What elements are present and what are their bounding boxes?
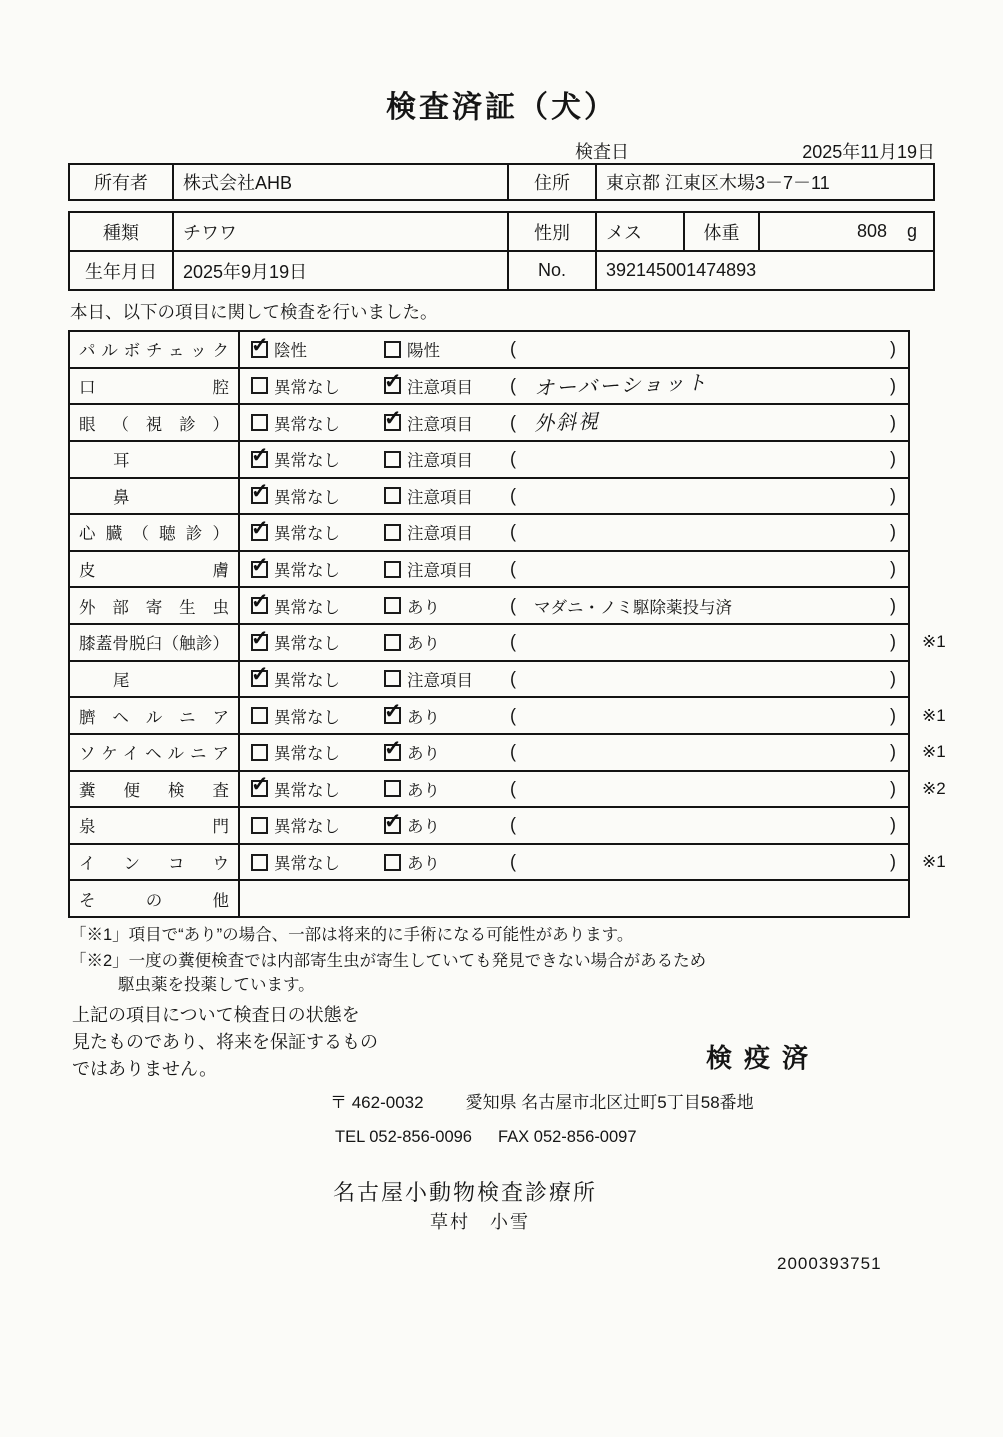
option-label: 注意項目	[407, 452, 473, 471]
option-label: 異常なし	[274, 708, 340, 727]
disclaimer-line-3: ではありません。	[72, 1059, 218, 1079]
veterinarian-name: 草村 小雪	[430, 1212, 530, 1232]
quarantine-stamp: 検疫済	[706, 1043, 821, 1073]
item-label-text: インコウ	[79, 855, 229, 874]
close-paren: )	[890, 448, 896, 469]
checkbox-checked-icon	[251, 524, 268, 541]
item-label	[70, 772, 240, 807]
checklist-row	[70, 881, 908, 916]
option-1	[251, 374, 340, 398]
open-paren: (	[510, 741, 516, 762]
checkbox-unchecked-icon	[384, 854, 401, 871]
pet-table	[68, 211, 935, 291]
checkbox-unchecked-icon	[384, 451, 401, 468]
option-label: 異常なし	[274, 452, 340, 471]
option-label: 異常なし	[274, 781, 340, 800]
open-paren: (	[510, 595, 516, 616]
option-label: あり	[407, 708, 440, 727]
item-label-text: パルボチェック	[79, 342, 229, 361]
option-label: あり	[407, 635, 440, 654]
clinic-postal-code: 〒 462-0032	[330, 1093, 424, 1112]
item-label	[70, 808, 240, 843]
option-label: あり	[407, 745, 440, 764]
item-label	[70, 735, 240, 770]
item-label	[70, 479, 240, 514]
option-label: 注意項目	[407, 415, 473, 434]
item-label-text: 臍ヘルニア	[79, 708, 229, 727]
item-label	[70, 588, 240, 623]
checklist-row	[70, 552, 908, 589]
checkbox-unchecked-icon	[384, 561, 401, 578]
weight-unit: g	[906, 221, 917, 241]
reference-mark: ※2	[922, 778, 946, 798]
close-paren: )	[890, 412, 896, 433]
owner-label: 所有者	[94, 173, 148, 193]
checklist-row	[70, 369, 908, 406]
checkbox-checked-icon	[251, 780, 268, 797]
checklist-row	[70, 479, 908, 516]
option-2	[384, 813, 440, 837]
option-label: 異常なし	[274, 818, 340, 837]
open-paren: (	[510, 375, 516, 396]
open-paren: (	[510, 814, 516, 835]
open-paren: (	[510, 851, 516, 872]
option-1	[251, 777, 340, 801]
option-label: 異常なし	[274, 415, 340, 434]
no-label: No.	[507, 252, 595, 289]
option-label: 異常なし	[274, 671, 340, 690]
clinic-tel: TEL 052-856-0096	[335, 1128, 472, 1146]
checklist-row	[70, 405, 908, 442]
species-value: チワワ	[172, 213, 507, 250]
close-paren: )	[890, 375, 896, 396]
clinic-fax: FAX 052-856-0097	[498, 1128, 637, 1146]
checkbox-unchecked-icon	[384, 524, 401, 541]
checkbox-unchecked-icon	[384, 597, 401, 614]
option-1	[251, 484, 340, 508]
item-label	[70, 405, 240, 440]
close-paren: )	[890, 595, 896, 616]
option-label: 注意項目	[407, 488, 473, 507]
item-label	[70, 369, 240, 404]
checkbox-checked-icon	[251, 634, 268, 651]
close-paren: )	[890, 814, 896, 835]
option-label: 異常なし	[274, 562, 340, 581]
checkbox-checked-icon	[384, 414, 401, 431]
option-label: 注意項目	[407, 671, 473, 690]
option-label: 陰性	[274, 342, 307, 361]
item-label	[70, 332, 240, 367]
option-label: あり	[407, 598, 440, 617]
item-label-text: 糞便検査	[79, 781, 229, 800]
checkbox-unchecked-icon	[251, 414, 268, 431]
clinic-contact-row	[335, 1128, 637, 1147]
option-1	[251, 740, 340, 764]
checkbox-checked-icon	[384, 817, 401, 834]
checkbox-checked-icon	[384, 707, 401, 724]
document-title: 検査済証（犬）	[386, 91, 617, 124]
checkbox-checked-icon	[251, 451, 268, 468]
option-1	[251, 667, 340, 691]
item-label	[70, 845, 240, 880]
option-2	[384, 630, 440, 654]
checklist-row	[70, 698, 946, 735]
birth-value: 2025年9月19日	[172, 252, 507, 289]
checklist-row	[70, 845, 946, 882]
disclaimer-line-1: 上記の項目について検査日の状態を	[72, 1005, 360, 1025]
option-2	[384, 740, 440, 764]
checkbox-unchecked-icon	[251, 854, 268, 871]
checkbox-unchecked-icon	[251, 707, 268, 724]
open-paren: (	[510, 778, 516, 799]
option-1	[251, 850, 340, 874]
item-label	[70, 515, 240, 550]
option-label: あり	[407, 855, 440, 874]
checkbox-checked-icon	[384, 744, 401, 761]
reference-mark: ※1	[922, 632, 946, 652]
handwritten-remark: 外斜視	[533, 410, 601, 435]
inspection-date-value: 2025年11月19日	[802, 142, 935, 162]
checkbox-unchecked-icon	[384, 670, 401, 687]
option-label: 異常なし	[274, 488, 340, 507]
checklist-row	[70, 735, 946, 772]
checklist-row	[70, 442, 908, 479]
option-1	[251, 447, 340, 471]
open-paren: (	[510, 668, 516, 689]
open-paren: (	[510, 448, 516, 469]
item-label	[70, 552, 240, 587]
checklist-row	[70, 515, 908, 552]
inspection-date-label: 検査日	[575, 142, 629, 162]
weight-number: 808	[856, 221, 887, 241]
option-label: 異常なし	[274, 635, 340, 654]
checklist-table	[68, 330, 946, 918]
clinic-address: 愛知県 名古屋市北区辻町5丁目58番地	[465, 1093, 754, 1112]
checkbox-unchecked-icon	[251, 744, 268, 761]
option-2	[384, 594, 440, 618]
checkbox-unchecked-icon	[384, 634, 401, 651]
checkbox-unchecked-icon	[251, 377, 268, 394]
open-paren: (	[510, 521, 516, 542]
option-label: あり	[407, 781, 440, 800]
item-label	[70, 625, 240, 660]
close-paren: )	[890, 668, 896, 689]
item-label-text: 外部寄生虫	[79, 598, 229, 617]
checkbox-unchecked-icon	[384, 487, 401, 504]
sex-label: 性別	[507, 213, 595, 250]
option-2	[384, 777, 440, 801]
handwritten-remark: オーバーショット	[533, 372, 709, 401]
disclaimer-text	[72, 1002, 378, 1083]
close-paren: )	[890, 485, 896, 506]
checklist-row	[70, 332, 908, 369]
option-1	[251, 411, 340, 435]
option-2	[384, 447, 473, 471]
reference-mark: ※1	[922, 852, 946, 872]
item-label-text: 泉門	[79, 818, 229, 837]
disclaimer-line-2: 見たものであり、将来を保証するもの	[72, 1032, 378, 1052]
checklist-row	[70, 625, 946, 662]
no-value: 392145001474893	[595, 252, 933, 289]
open-paren: (	[510, 412, 516, 433]
option-1	[251, 704, 340, 728]
checkbox-checked-icon	[251, 561, 268, 578]
address-label: 住所	[507, 165, 595, 199]
item-label-text: ソケイヘルニア	[79, 745, 229, 764]
checklist-row	[70, 662, 908, 699]
close-paren: )	[890, 705, 896, 726]
birth-label: 生年月日	[85, 261, 157, 282]
clinic-address-row	[330, 1088, 754, 1113]
checkbox-checked-icon	[251, 341, 268, 358]
option-2	[384, 850, 440, 874]
open-paren: (	[510, 558, 516, 579]
checklist-body	[70, 332, 946, 916]
item-label	[70, 662, 240, 697]
option-2	[384, 337, 440, 361]
intro-text: 本日、以下の項目に関して検査を行いました。	[70, 302, 438, 322]
item-label	[70, 698, 240, 733]
checkbox-checked-icon	[384, 377, 401, 394]
option-1	[251, 813, 340, 837]
option-2	[384, 411, 473, 435]
close-paren: )	[890, 558, 896, 579]
weight-label: 体重	[683, 213, 758, 250]
close-paren: )	[890, 778, 896, 799]
reference-mark: ※1	[922, 742, 946, 762]
pet-row-1	[70, 213, 933, 250]
footnote-1: 「※1」項目で“あり”の場合、一部は将来的に手術になる可能性があります。	[70, 926, 634, 944]
close-paren: )	[890, 338, 896, 359]
inspection-date	[575, 138, 935, 164]
item-label	[70, 881, 240, 916]
item-label-text: 心臓（聴診）	[79, 525, 229, 544]
species-label: 種類	[103, 222, 139, 243]
item-label-text: その他	[79, 891, 229, 910]
pet-row-2	[70, 250, 933, 289]
open-paren: (	[510, 485, 516, 506]
checklist-row	[70, 808, 908, 845]
open-paren: (	[510, 338, 516, 359]
checkbox-unchecked-icon	[384, 341, 401, 358]
item-label-text: 眼（視診）	[79, 415, 229, 434]
serial-number: 2000393751	[777, 1254, 882, 1273]
checkbox-checked-icon	[251, 487, 268, 504]
option-label: 注意項目	[407, 525, 473, 544]
option-label: 異常なし	[274, 378, 340, 397]
item-label-text: 尾	[113, 671, 130, 690]
option-2	[384, 520, 473, 544]
option-1	[251, 520, 340, 544]
open-paren: (	[510, 705, 516, 726]
owner-table	[68, 163, 935, 201]
option-1	[251, 557, 340, 581]
option-label: 異常なし	[274, 525, 340, 544]
item-label-text: 皮膚	[79, 562, 229, 581]
close-paren: )	[890, 741, 896, 762]
weight-value	[758, 213, 933, 250]
close-paren: )	[890, 851, 896, 872]
sex-value: メス	[595, 213, 683, 250]
item-label	[70, 442, 240, 477]
option-label: 注意項目	[407, 562, 473, 581]
option-label: あり	[407, 818, 440, 837]
item-label-text: 口腔	[79, 378, 229, 397]
close-paren: )	[890, 631, 896, 652]
owner-address: 東京都 江東区木場3－7－11	[595, 165, 933, 199]
option-label: 陽性	[407, 342, 440, 361]
reference-mark: ※1	[922, 705, 946, 725]
option-label: 注意項目	[407, 378, 473, 397]
option-label: 異常なし	[274, 598, 340, 617]
remark-text: マダニ・ノミ駆除薬投与済	[534, 598, 732, 617]
checkbox-checked-icon	[251, 597, 268, 614]
owner-name: 株式会社AHB	[172, 165, 507, 199]
option-2	[384, 704, 440, 728]
checklist-row	[70, 772, 946, 809]
open-paren: (	[510, 631, 516, 652]
option-label: 異常なし	[274, 745, 340, 764]
checkbox-checked-icon	[251, 670, 268, 687]
item-label-text: 鼻	[113, 488, 130, 507]
item-label-text: 耳	[113, 452, 130, 471]
footnote-2-line-1: 「※2」一度の糞便検査では内部寄生虫が寄生していても発見できない場合があるため	[70, 952, 707, 970]
close-paren: )	[890, 521, 896, 542]
checklist-row	[70, 588, 908, 625]
option-1	[251, 630, 340, 654]
option-1	[251, 337, 307, 361]
option-2	[384, 484, 473, 508]
footnote-2-line-2: 駆虫薬を投薬しています。	[118, 976, 315, 994]
item-label-text: 膝蓋骨脱臼（触診）	[79, 635, 229, 654]
option-2	[384, 557, 473, 581]
option-1	[251, 594, 340, 618]
option-2	[384, 667, 473, 691]
clinic-name: 名古屋小動物検査診療所	[333, 1180, 598, 1205]
checkbox-unchecked-icon	[251, 817, 268, 834]
option-label: 異常なし	[274, 855, 340, 874]
checkbox-unchecked-icon	[384, 780, 401, 797]
option-2	[384, 374, 473, 398]
